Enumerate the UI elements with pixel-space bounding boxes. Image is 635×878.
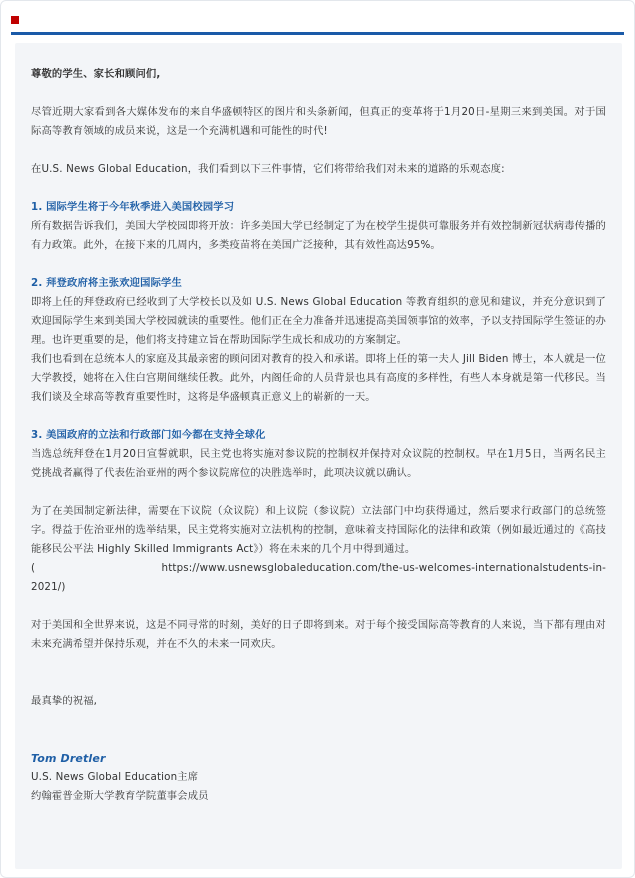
- signer-title-2: 约翰霍普金斯大学教育学院董事会成员: [31, 790, 209, 802]
- source-open-paren: (: [31, 562, 36, 574]
- header-divider: [11, 32, 624, 35]
- signer-name: Tom Dretler: [31, 752, 106, 765]
- closing-paragraph: 对于美国和全世界来说，这是不同寻常的时刻，美好的日子即将到来。对于每个接受国际高等教育的人来说，当下都有理由对未来充满希望并保持乐观，并在不久的未来一同欢庆。: [31, 619, 606, 650]
- section-title-1: 1. 国际学生将于今年秋季进入美国校园学习: [31, 201, 235, 213]
- section-1-paragraph: 所有数据告诉我们，美国大学校园即将开放：许多美国大学已经制定了为在校学生提供可靠服务并有效控制新冠状病毒传播的有力政策。此外，在接下来的几周内，多类疫苗将在美国广泛接种，其有效性高达95%。: [31, 220, 606, 251]
- sign-off: 最真挚的祝福,: [31, 695, 98, 707]
- section-2-paragraph-2: 我们也看到在总统本人的家庭及其最亲密的顾问团对教育的投入和承诺。即将上任的第一夫人 Jill Biden 博士，本人就是一位大学教授，她将在入住白宫期间继续任教。此外，内阁任命的人员背景也具有高度的多样性，有些人本身就是第一代移民。当我们谈及全球高等教育重要性时，这将是华盛顿真正意义上的崭新的一天。: [31, 353, 606, 403]
- letter-body: [15, 43, 622, 869]
- section-2-paragraph-1: 即将上任的拜登政府已经收到了大学校长以及如 U.S. News Global Education 等教育组织的意见和建议，并充分意识到了欢迎国际学生来到美国大学校园就读的重要性。他们正在全力准备并迅速提高美国领事馆的效率，予以支持国际学生签证的办理。也许更重要的是，他们将支持建立旨在帮助国际学生成长和成功的方案制定。: [31, 296, 606, 346]
- signer-title-1: U.S. News Global Education主席: [31, 771, 199, 783]
- source-url[interactable]: https://www.usnewsglobaleducation.com/the-us-welcomes-internationalstudents-in-: [161, 562, 606, 574]
- section-title-2: 2. 拜登政府将主张欢迎国际学生: [31, 277, 182, 289]
- header-bar: [11, 15, 624, 33]
- red-square-icon: [11, 16, 19, 24]
- section-title-3: 3. 美国政府的立法和行政部门如今都在支持全球化: [31, 429, 266, 441]
- lead-in-paragraph: 在U.S. News Global Education，我们看到以下三件事情，它们将带给我们对未来的道路的乐观态度:: [31, 163, 505, 175]
- greeting: 尊敬的学生、家长和顾问们,: [31, 68, 161, 80]
- source-link-line: [31, 559, 606, 578]
- intro-paragraph: 尽管近期大家看到各大媒体发布的来自华盛顿特区的图片和头条新闻，但真正的变革将于1月20日-星期三来到美国。对于国际高等教育领域的成员来说，这是一个充满机遇和可能性的时代!: [31, 106, 606, 137]
- section-3-paragraph: 当选总统拜登在1月20日宣誓就职，民主党也将实施对参议院的控制权并保持对众议院的控制权。早在1月5日，当两名民主党挑战者赢得了代表佐治亚州的两个参议院席位的决胜选举时，此项决议就以确认。: [31, 448, 606, 479]
- law-paragraph: 为了在美国制定新法律，需要在下议院（众议院）和上议院（参议院）立法部门中均获得通过，然后要求行政部门的总统签字。得益于佐治亚州的选举结果，民主党将实施对立法机构的控制，意味着支持国际化的法律和政策（例如最近通过的《高技能移民公平法 Highly Skilled Immigrants Act》）将在未来的几个月中得到通过。: [31, 505, 606, 555]
- source-url-tail[interactable]: 2021/): [31, 581, 66, 593]
